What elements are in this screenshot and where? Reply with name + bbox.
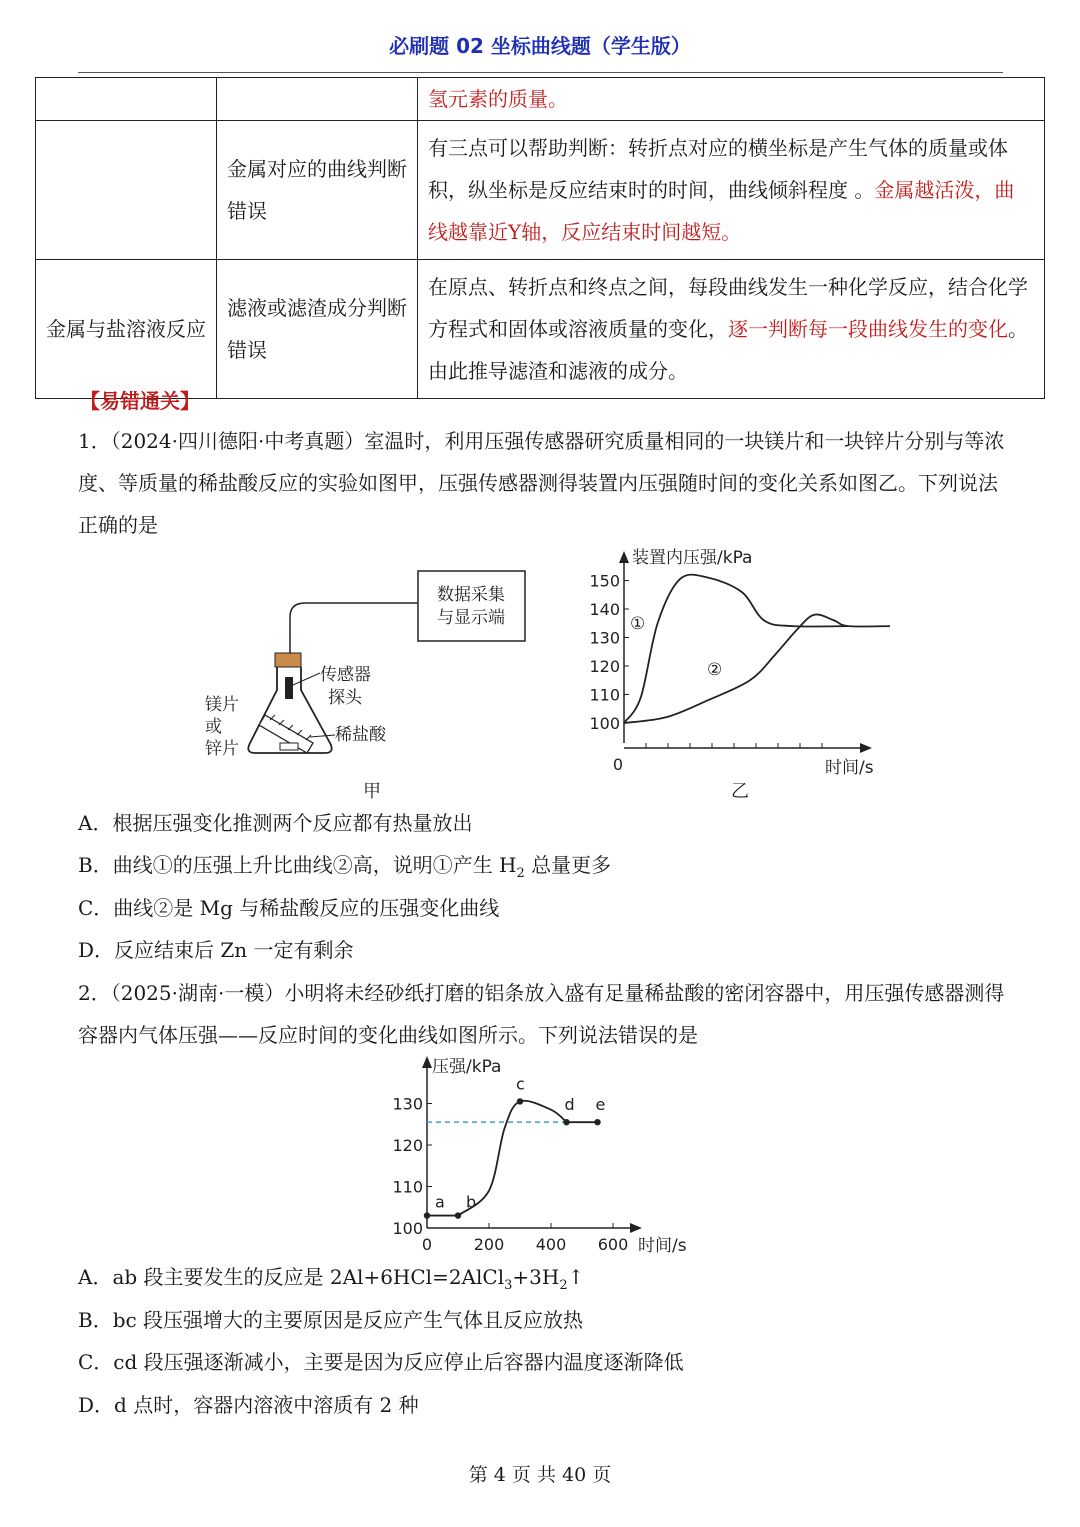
pressure-chart-1: [580, 545, 890, 805]
x-axis-arrow: [860, 743, 872, 753]
y-axis-arrow: [422, 1056, 432, 1068]
chart1-ylabel: 装置内压强/kPa: [632, 548, 753, 568]
apparatus-figure: [195, 565, 545, 805]
page-header: 必刷题 02 坐标曲线题（学生版）: [389, 34, 691, 58]
sensor-probe: [285, 677, 293, 699]
page-footer: 第 4 页 共 40 页: [468, 1464, 612, 1486]
y-tick-label: 110: [392, 1177, 423, 1197]
y-tick-label: 130: [589, 628, 620, 648]
table-row: [36, 260, 1045, 399]
y-tick-label: 110: [589, 685, 620, 705]
acid-pointer: [310, 735, 335, 737]
metal-label-1: 镁片: [205, 695, 239, 715]
chart2-series: [424, 1074, 606, 1218]
point-d: [563, 1119, 569, 1125]
table-cell: [217, 260, 418, 399]
cell-text: 有三点可以帮助判断：转折点对应的横坐标是产生气体的质量或体积，纵坐标是反应结束时的时间，曲线倾斜程度 。: [428, 136, 1008, 202]
metal-label-3: 锌片: [205, 739, 239, 759]
point-a: [424, 1212, 430, 1218]
x-tick-label: 200: [473, 1235, 505, 1254]
cell-text: 。由此推导滤渣和滤液的成分。: [428, 317, 1028, 383]
section-title: 【易错通关】: [80, 389, 200, 413]
table-cell: [418, 78, 1045, 121]
header-divider: [78, 72, 1003, 73]
table-cell: [418, 260, 1045, 399]
chart1-xlabel: 时间/s: [825, 758, 874, 778]
y-tick-label: 120: [589, 657, 620, 676]
error-analysis-table: [35, 77, 1045, 399]
data-box: [418, 571, 525, 641]
stopper: [275, 653, 301, 667]
q2-option-d: D．d 点时，容器内溶液中溶质有 2 种: [78, 1393, 419, 1417]
x-axis-arrow: [630, 1223, 642, 1233]
table-row: [36, 78, 1045, 121]
q1-option-c: C．曲线②是 Mg 与稀盐酸反应的压强变化曲线: [78, 896, 500, 920]
series-line-1: [624, 575, 848, 723]
chart1-series: [624, 575, 890, 723]
table-cell: [36, 260, 217, 399]
question-2-stem: 2．（2025·湖南·一模）小明将未经砂纸打磨的铝条放入盛有足量稀盐酸的密闭容器中，用压强传感器测得容器内气体压强——反应时间的变化曲线如图所示。下列说法错误的是: [78, 981, 1005, 1047]
point-c: [517, 1098, 523, 1104]
q2-option-a: [78, 1262, 584, 1301]
option-b-text-end: 总量更多: [524, 853, 612, 877]
series-line-2: [624, 614, 890, 723]
y-tick-label: 100: [589, 714, 620, 733]
cell-text-red: 氢元素的质量。: [428, 87, 568, 111]
subscript: 2: [559, 1278, 568, 1293]
option-a-text-mid: +3H: [512, 1265, 560, 1289]
point-label-d: d: [564, 1095, 575, 1115]
cell-text: 滤液或滤渣成分判断错误: [227, 296, 407, 362]
sensor-wire: [290, 603, 418, 655]
metal-piece: [280, 743, 298, 750]
cell-text-red: 金属越活泼，曲线越靠近Y轴，反应结束时间越短。: [428, 178, 1015, 244]
box-label-2: 与显示端: [437, 608, 505, 628]
box-label-1: 数据采集: [437, 585, 505, 605]
y-tick-label: 100: [392, 1219, 423, 1238]
point-label-e: e: [595, 1095, 606, 1115]
pressure-chart-2: [380, 1052, 700, 1262]
option-a-text: A．ab 段主要发生的反应是 2Al+6HCl=2AlCl: [78, 1265, 505, 1289]
figure-caption-yi: 乙: [731, 781, 749, 802]
point-e: [594, 1119, 600, 1125]
option-b-text: B．曲线①的压强上升比曲线②高，说明①产生 H: [78, 853, 517, 877]
cell-text-red: 逐一判断每一段曲线发生的变化: [728, 317, 1008, 341]
table-cell: [36, 78, 217, 121]
sensor-pointer: [293, 673, 320, 685]
option-a-text-end: ↑: [567, 1265, 585, 1289]
y-axis-arrow: [619, 551, 629, 563]
x-tick-label: 400: [535, 1235, 567, 1254]
cell-text: 在原点、转折点和终点之间，每段曲线发生一种化学反应，结合化学方程式和固体或溶液质量的变化，: [428, 275, 1028, 341]
q2-option-c: C．cd 段压强逐渐减小，主要是因为反应停止后容器内温度逐渐降低: [78, 1350, 684, 1374]
table-cell: [418, 121, 1045, 260]
y-tick-label: 150: [589, 571, 620, 591]
table-row: [36, 121, 1045, 260]
curve-2-label: ②: [707, 660, 723, 680]
point-label-a: a: [435, 1192, 445, 1212]
sensor-label-1: 传感器: [320, 665, 371, 685]
figure-caption-jia: 甲: [363, 781, 381, 802]
chart2-xlabel: 时间/s: [638, 1236, 687, 1256]
x-tick-label: 0: [421, 1235, 433, 1254]
cell-text: 金属与盐溶液反应: [46, 317, 206, 341]
point-label-c: c: [516, 1074, 525, 1094]
y-tick-label: 140: [589, 600, 620, 619]
q1-option-a: A．根据压强变化推测两个反应都有热量放出: [78, 811, 473, 835]
table-cell: [36, 121, 217, 260]
metal-label-2: 或: [205, 717, 222, 737]
q1-option-b: [78, 850, 611, 889]
q1-option-d: D．反应结束后 Zn 一定有剩余: [78, 938, 354, 962]
curve-1-label: ①: [630, 614, 646, 634]
table-cell: [217, 78, 418, 121]
q2-option-b: B．bc 段压强增大的主要原因是反应产生气体且反应放热: [78, 1308, 584, 1332]
x-tick-label: 600: [597, 1235, 629, 1254]
acid-label: 稀盐酸: [335, 725, 386, 745]
chart2-ylabel: 压强/kPa: [432, 1057, 502, 1077]
point-label-b: b: [466, 1192, 477, 1212]
chart1-x-origin: 0: [612, 755, 624, 774]
y-tick-label: 120: [392, 1136, 423, 1155]
question-1-stem: 1．（2024·四川德阳·中考真题）室温时，利用压强传感器研究质量相同的一块镁片和一块锌片分别与等浓度、等质量的稀盐酸反应的实验如图甲，压强传感器测得装置内压强随时间的变化关系如图乙。下列说法正确的是: [78, 429, 1005, 537]
table-cell: [217, 121, 418, 260]
subscript: 2: [516, 866, 525, 881]
y-tick-label: 130: [392, 1094, 423, 1114]
sensor-label-2: 探头: [328, 688, 362, 708]
subscript: 3: [504, 1278, 513, 1293]
cell-text: 金属对应的曲线判断错误: [227, 157, 407, 223]
point-b: [455, 1212, 461, 1218]
